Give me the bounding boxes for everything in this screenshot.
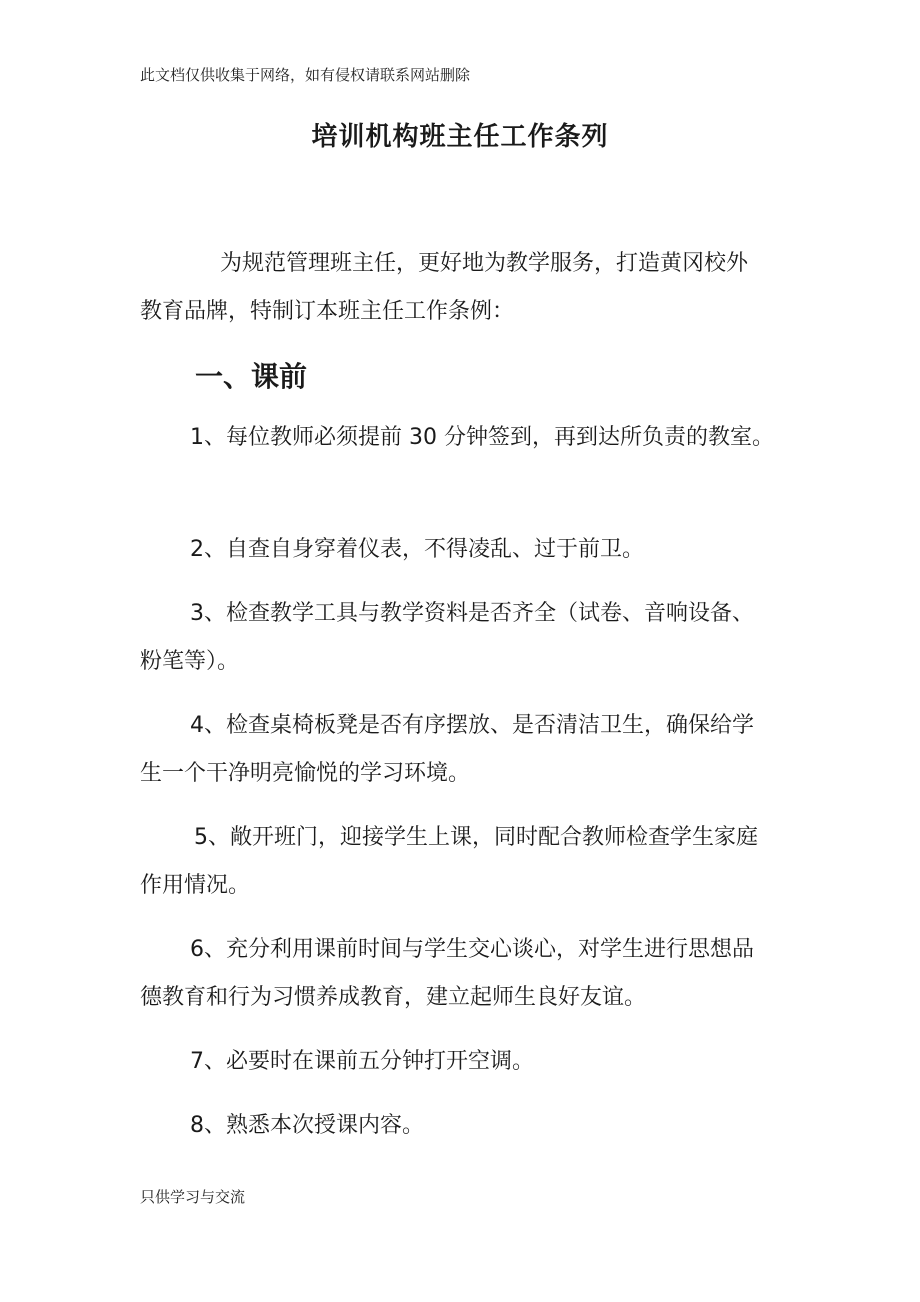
list-item-2: 2、自查自身穿着仪表，不得凌乱、过于前卫。: [190, 537, 644, 562]
list-item-8: 8、熟悉本次授课内容。: [190, 1113, 424, 1138]
list-item-4-cont: 生一个干净明亮愉悦的学习环境。: [140, 761, 471, 786]
section-heading: 一、课前: [195, 360, 308, 393]
list-item-6: 6、充分利用课前时间与学生交心谈心，对学生进行思想品: [190, 937, 754, 962]
list-item-7: 7、必要时在课前五分钟打开空调。: [190, 1049, 534, 1074]
list-item-4: 4、检查桌椅板凳是否有序摆放、是否清洁卫生，确保给学: [190, 713, 754, 738]
document-title: 培训机构班主任工作条列: [311, 122, 609, 152]
list-item-3: 3、检查教学工具与教学资料是否齐全（试卷、音响设备、: [190, 601, 754, 626]
footer-note: 只供学习与交流: [140, 1188, 246, 1206]
list-item-3-cont: 粉笔等）。: [140, 649, 240, 674]
header-disclaimer: 此文档仅供收集于网络，如有侵权请联系网站删除: [140, 66, 471, 84]
list-item-5: 5、敞开班门，迎接学生上课，同时配合教师检查学生家庭: [194, 825, 758, 850]
list-item-1: 1、每位教师必须提前 30 分钟签到，再到达所负责的教室。: [190, 425, 774, 450]
intro-line-1: 为规范管理班主任，更好地为教学服务，打造黄冈校外: [220, 251, 749, 276]
list-item-5-cont: 作用情况。: [140, 873, 251, 898]
intro-line-2: 教育品牌，特制订本班主任工作条例：: [140, 299, 515, 324]
list-item-6-cont: 德教育和行为习惯养成教育，建立起师生良好友谊。: [140, 985, 647, 1010]
